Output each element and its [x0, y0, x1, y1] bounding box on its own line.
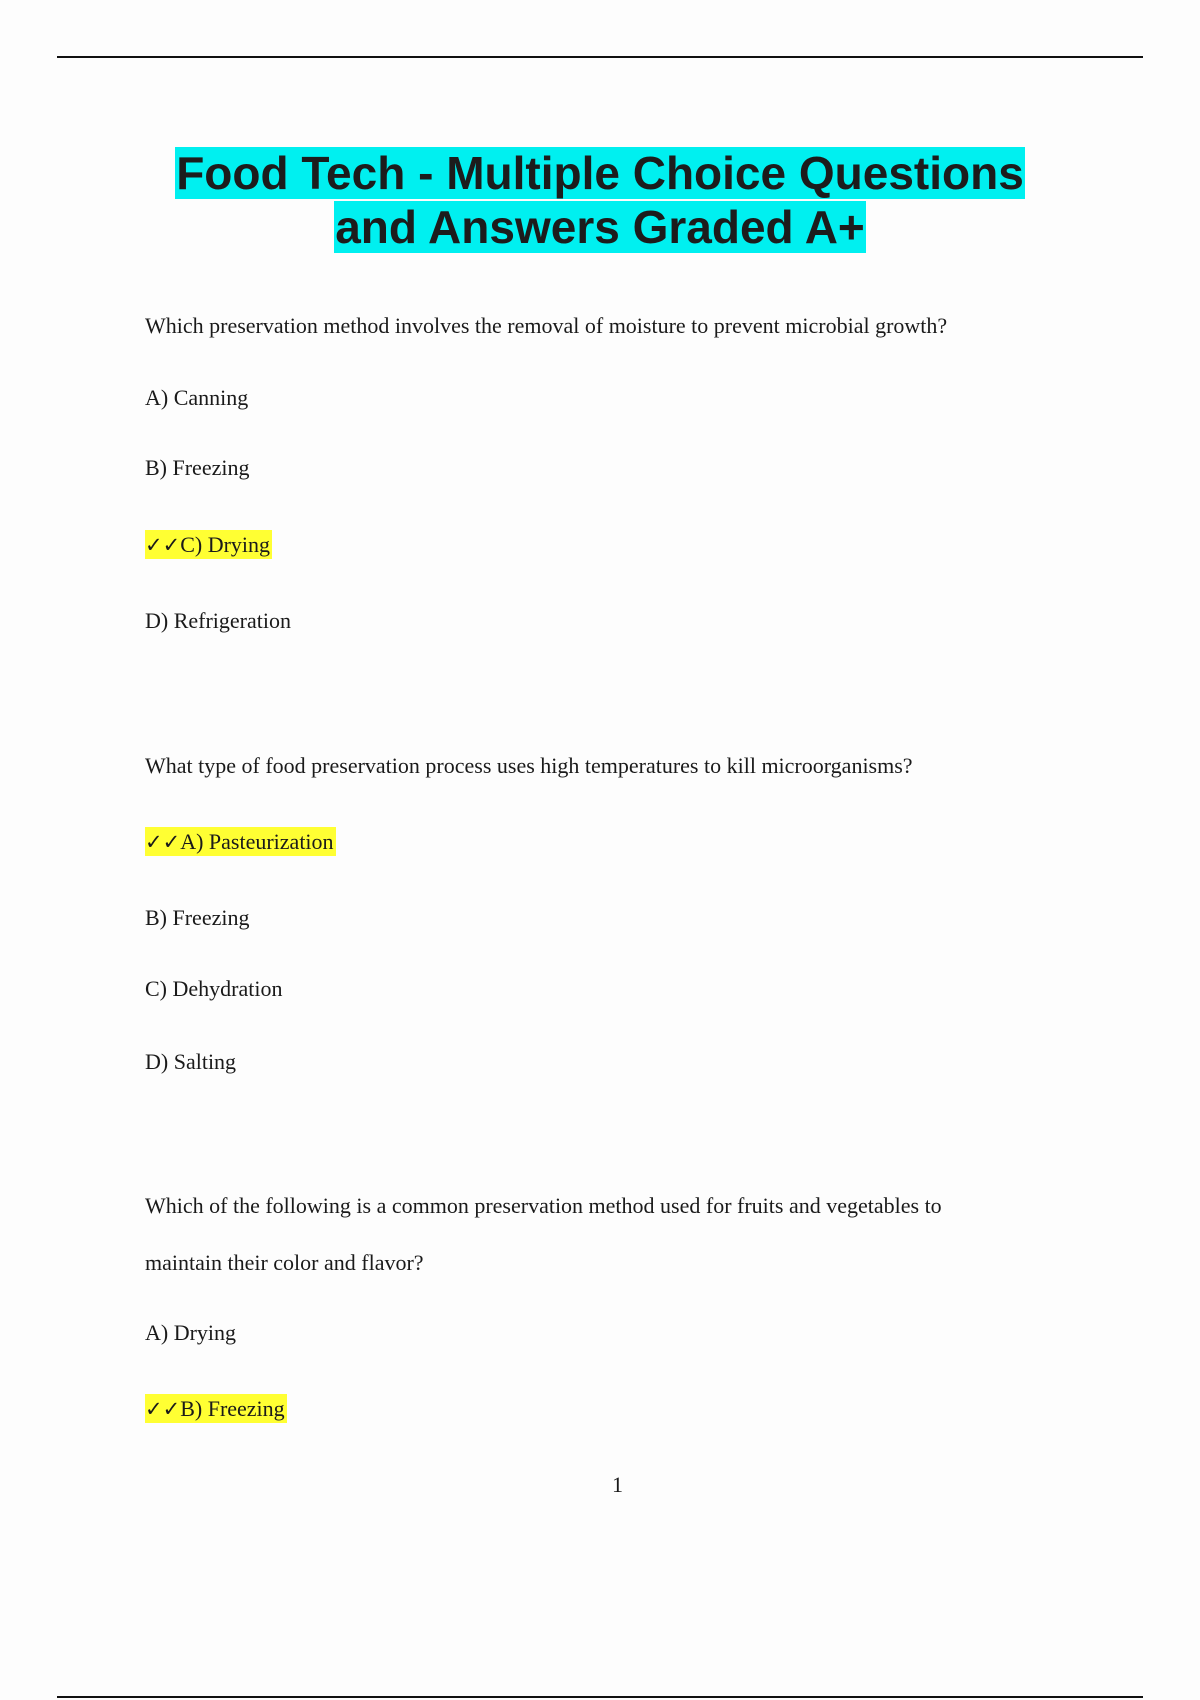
correct-answer-highlight	[145, 827, 336, 856]
page-title	[0, 146, 1200, 254]
page-number: 1	[612, 1472, 623, 1497]
correct-answer-label: C) Drying	[180, 532, 271, 557]
title-line-1: Food Tech - Multiple Choice Questions	[176, 147, 1024, 199]
correct-answer-label: A) Pasteurization	[180, 829, 334, 854]
footer-rule	[57, 1696, 1143, 1698]
title-line-2: and Answers Graded A+	[335, 201, 865, 253]
correct-answer-highlight	[145, 530, 272, 559]
question-3-text-line-2: maintain their color and flavor?	[145, 1250, 424, 1275]
question-1-text: Which preservation method involves the removal of moisture to prevent microbial growth?	[145, 313, 948, 338]
question-3-option-a: A) Drying	[145, 1320, 237, 1345]
double-check-icon: ✓✓	[145, 533, 181, 557]
question-3-text-line-1: Which of the following is a common preservation method used for fruits and vegetables to	[145, 1193, 942, 1218]
question-2-option-a-correct	[145, 827, 336, 857]
correct-answer-highlight	[145, 1394, 287, 1423]
question-2-option-d: D) Salting	[145, 1049, 237, 1074]
question-2-option-c: C) Dehydration	[145, 976, 283, 1001]
question-2-option-b: B) Freezing	[145, 905, 250, 930]
question-1-option-a: A) Canning	[145, 385, 249, 410]
question-3-option-b-correct	[145, 1394, 287, 1424]
correct-answer-label: B) Freezing	[180, 1396, 285, 1421]
header-rule	[57, 56, 1143, 58]
double-check-icon: ✓✓	[145, 830, 181, 854]
double-check-icon: ✓✓	[145, 1397, 181, 1421]
question-1-option-b: B) Freezing	[145, 455, 250, 480]
question-1-option-d: D) Refrigeration	[145, 608, 291, 633]
question-2-text: What type of food preservation process uses high temperatures to kill microorganisms?	[145, 753, 913, 778]
question-1-option-c-correct	[145, 530, 272, 560]
